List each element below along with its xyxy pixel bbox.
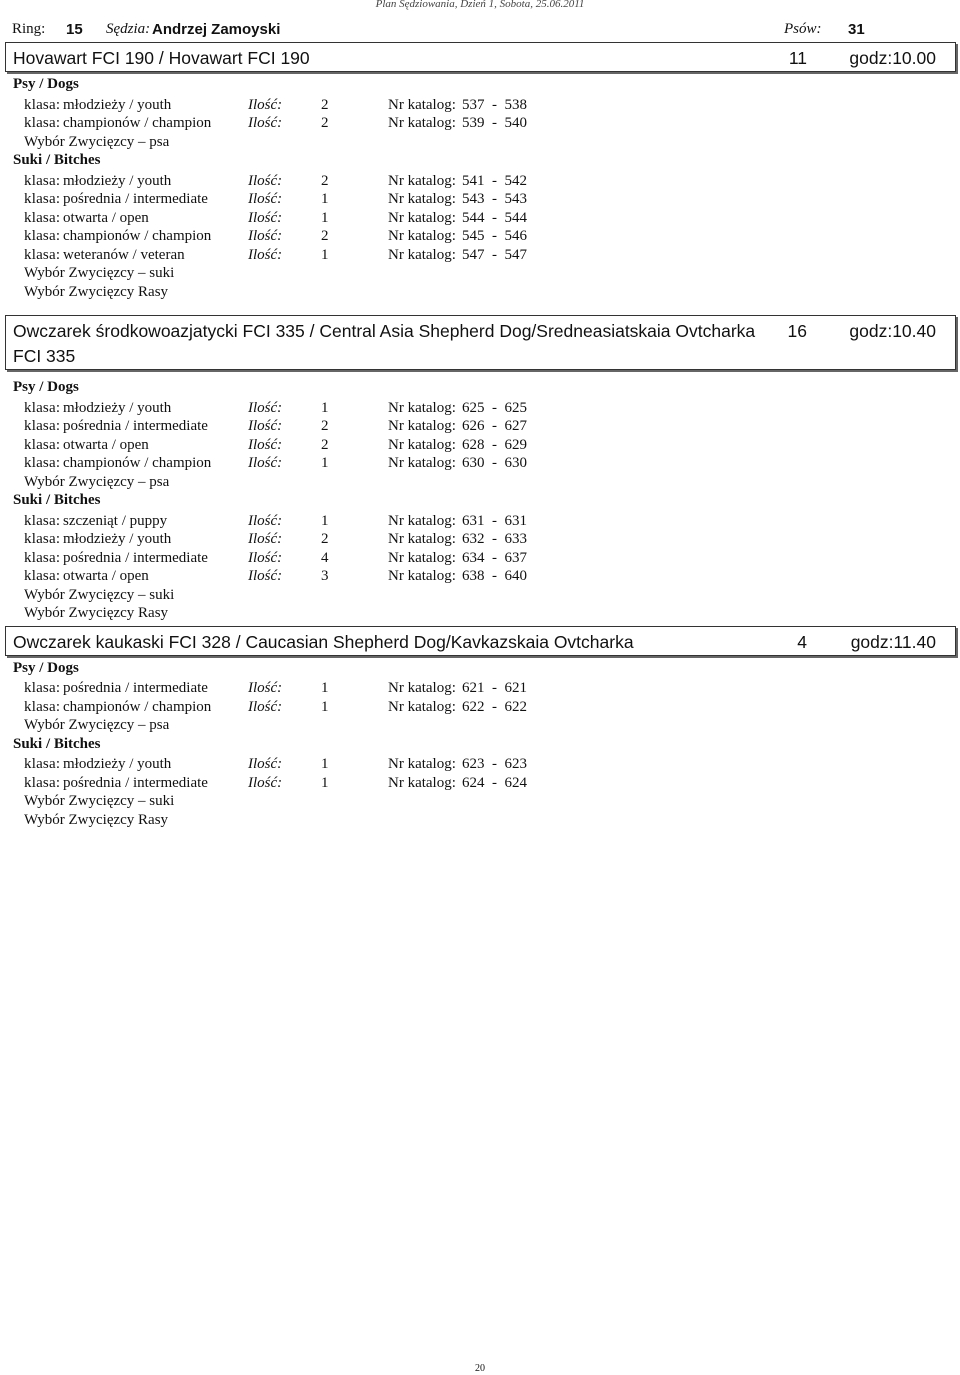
class-name: pośrednia / intermediate: [63, 774, 208, 791]
catalog-label: Nr katalog:: [388, 531, 456, 547]
dogs-count: 31: [848, 21, 865, 38]
klasa-label: klasa:: [24, 531, 61, 547]
class-row: [0, 679, 960, 698]
class-name: championów / champion: [63, 115, 212, 131]
class-name: młodzieży / youth: [63, 172, 172, 189]
ring-label: Ring:: [12, 21, 46, 37]
plan-title: Plan Sędziowania, Dzień 1, Sobota, 25.06.2011: [375, 0, 585, 10]
klasa-label: klasa:: [24, 698, 61, 715]
catalog-range: 626 - 627: [462, 418, 527, 434]
judge-name: Andrzej Zamoyski: [152, 21, 281, 38]
ilosc-label: Ilość:: [248, 568, 283, 584]
class-name: młodzieży / youth: [63, 399, 172, 416]
klasa-label: klasa:: [24, 680, 61, 696]
catalog-label: Nr katalog:: [388, 209, 456, 226]
klasa-label: klasa:: [24, 774, 61, 791]
class-quantity: 1: [321, 399, 329, 416]
klasa-label: klasa:: [24, 191, 61, 207]
class-quantity: 1: [321, 191, 329, 207]
breed-name: Owczarek kaukaski FCI 328 / Caucasian Shepherd Dog/Kavkazskaia Ovtcharka: [13, 631, 634, 652]
ilosc-label: Ilość:: [248, 549, 283, 566]
class-name: championów / champion: [63, 698, 212, 715]
class-row: [0, 436, 960, 455]
klasa-label: klasa:: [24, 436, 61, 453]
ring-number: 15: [66, 21, 83, 38]
winner-selection: Wybór Zwycięzcy – suki: [24, 265, 175, 281]
ilosc-label: Ilość:: [248, 96, 283, 113]
class-row: [0, 755, 960, 774]
breed-dog-count: 11: [788, 48, 807, 68]
catalog-label: Nr katalog:: [388, 568, 456, 584]
catalog-range: 544 - 544: [462, 209, 527, 226]
class-quantity: 1: [321, 246, 329, 263]
ilosc-label: Ilość:: [248, 191, 283, 207]
klasa-label: klasa:: [24, 399, 61, 416]
ilosc-label: Ilość:: [248, 774, 283, 791]
breed-dog-count: 16: [787, 321, 807, 341]
catalog-range: 547 - 547: [462, 246, 527, 263]
class-quantity: 1: [321, 209, 329, 226]
catalog-label: Nr katalog:: [388, 246, 456, 263]
class-row: [0, 209, 960, 228]
klasa-label: klasa:: [24, 549, 61, 566]
class-quantity: 2: [321, 172, 329, 189]
class-row: [0, 246, 960, 265]
ilosc-label: Ilość:: [248, 531, 283, 547]
class-quantity: 2: [321, 418, 329, 434]
ilosc-label: Ilość:: [248, 172, 283, 189]
class-name: pośrednia / intermediate: [63, 680, 208, 696]
catalog-range: 622 - 622: [462, 698, 527, 715]
class-quantity: 1: [321, 455, 329, 471]
catalog-label: Nr katalog:: [388, 115, 456, 131]
judging-plan: [0, 42, 960, 829]
klasa-label: klasa:: [24, 96, 61, 113]
ilosc-label: Ilość:: [248, 209, 283, 226]
catalog-range: 625 - 625: [462, 399, 527, 416]
catalog-label: Nr katalog:: [388, 680, 456, 696]
section-title: Suki / Bitches: [13, 152, 101, 168]
class-quantity: 1: [321, 756, 329, 772]
class-row: [0, 454, 960, 473]
catalog-label: Nr katalog:: [388, 698, 456, 715]
class-row: [0, 114, 960, 133]
class-name: otwarta / open: [63, 568, 149, 584]
klasa-label: klasa:: [24, 512, 61, 529]
class-row: [0, 227, 960, 246]
class-row: [0, 530, 960, 549]
catalog-range: 638 - 640: [462, 568, 527, 584]
class-row: [0, 698, 960, 717]
ilosc-label: Ilość:: [248, 455, 283, 471]
breed-block: [0, 315, 960, 623]
ilosc-label: Ilość:: [248, 228, 283, 244]
class-quantity: 2: [321, 531, 329, 547]
catalog-label: Nr katalog:: [388, 436, 456, 453]
ilosc-label: Ilość:: [248, 698, 283, 715]
class-name: championów / champion: [63, 228, 212, 244]
class-name: młodzieży / youth: [63, 756, 172, 772]
class-row: [0, 417, 960, 436]
section-title: Psy / Dogs: [13, 659, 79, 676]
best-of-breed: Wybór Zwycięzcy Rasy: [24, 283, 169, 300]
catalog-range: 624 - 624: [462, 774, 527, 791]
catalog-range: 545 - 546: [462, 228, 527, 244]
ilosc-label: Ilość:: [248, 436, 283, 453]
catalog-range: 630 - 630: [462, 455, 527, 471]
class-quantity: 2: [321, 228, 329, 244]
klasa-label: klasa:: [24, 209, 61, 226]
catalog-range: 623 - 623: [462, 756, 527, 772]
breed-name: Hovawart FCI 190 / Hovawart FCI 190: [13, 48, 310, 68]
class-row: [0, 190, 960, 209]
best-of-breed: Wybór Zwycięzcy Rasy: [24, 811, 169, 828]
winner-selection: Wybór Zwycięzcy – psa: [24, 717, 170, 733]
klasa-label: klasa:: [24, 756, 61, 772]
class-name: otwarta / open: [63, 436, 149, 453]
class-quantity: 2: [321, 436, 329, 453]
breed-dog-count: 4: [797, 631, 807, 652]
klasa-label: klasa:: [24, 568, 61, 584]
breed-header: [5, 315, 956, 370]
catalog-range: 628 - 629: [462, 436, 527, 453]
ring-header: [12, 21, 932, 43]
catalog-range: 543 - 543: [462, 191, 527, 207]
class-quantity: 1: [321, 698, 329, 715]
breed-name: Owczarek środkowoazjatycki FCI 335 / Central Asia Shepherd Dog/Sredneasiatskaia Ovtcharka FCI 335: [13, 321, 756, 366]
ilosc-label: Ilość:: [248, 246, 283, 263]
breed-time: godz:11.40: [850, 631, 936, 652]
klasa-label: klasa:: [24, 172, 61, 189]
class-quantity: 2: [321, 115, 329, 131]
breed-time: godz:10.40: [849, 321, 936, 341]
catalog-range: 539 - 540: [462, 115, 527, 131]
class-row: [0, 774, 960, 793]
klasa-label: klasa:: [24, 418, 61, 434]
catalog-range: 634 - 637: [462, 549, 527, 566]
class-name: otwarta / open: [63, 209, 149, 226]
catalog-label: Nr katalog:: [388, 191, 456, 207]
breed-header: [5, 626, 956, 656]
catalog-label: Nr katalog:: [388, 418, 456, 434]
catalog-range: 621 - 621: [462, 680, 527, 696]
breed-time: godz:10.00: [849, 48, 936, 68]
class-name: młodzieży / youth: [63, 531, 172, 547]
class-name: championów / champion: [63, 455, 212, 471]
class-quantity: 2: [321, 96, 329, 113]
judge-label: Sędzia:: [106, 21, 151, 37]
section-title: Suki / Bitches: [13, 735, 101, 752]
catalog-label: Nr katalog:: [388, 228, 456, 244]
catalog-range: 632 - 633: [462, 531, 527, 547]
klasa-label: klasa:: [24, 246, 61, 263]
winner-selection: Wybór Zwycięzcy – psa: [24, 133, 170, 150]
catalog-label: Nr katalog:: [388, 549, 456, 566]
catalog-label: Nr katalog:: [388, 96, 456, 113]
class-quantity: 1: [321, 774, 329, 791]
catalog-range: 541 - 542: [462, 172, 527, 189]
class-row: [0, 512, 960, 531]
catalog-label: Nr katalog:: [388, 774, 456, 791]
class-row: [0, 96, 960, 115]
catalog-label: Nr katalog:: [388, 172, 456, 189]
class-name: pośrednia / intermediate: [63, 191, 208, 207]
class-row: [0, 567, 960, 586]
page-number: 20: [475, 1363, 485, 1374]
breed-block: [0, 626, 960, 830]
winner-selection: Wybór Zwycięzcy – psa: [24, 473, 170, 490]
class-name: weteranów / veteran: [63, 246, 185, 263]
class-row: [0, 172, 960, 191]
ilosc-label: Ilość:: [248, 680, 283, 696]
catalog-range: 631 - 631: [462, 512, 527, 529]
class-row: [0, 549, 960, 568]
section-title: Psy / Dogs: [13, 76, 79, 92]
ilosc-label: Ilość:: [248, 399, 283, 416]
class-quantity: 4: [321, 549, 329, 566]
klasa-label: klasa:: [24, 228, 61, 244]
class-name: pośrednia / intermediate: [63, 418, 208, 434]
breed-header: [5, 42, 956, 72]
ilosc-label: Ilość:: [248, 756, 283, 772]
class-quantity: 1: [321, 680, 329, 696]
class-name: pośrednia / intermediate: [63, 549, 208, 566]
winner-selection: Wybór Zwycięzcy – suki: [24, 586, 175, 603]
class-quantity: 3: [321, 568, 329, 584]
class-row: [0, 399, 960, 418]
catalog-label: Nr katalog:: [388, 512, 456, 529]
section-title: Psy / Dogs: [13, 379, 79, 395]
klasa-label: klasa:: [24, 455, 61, 471]
class-name: szczeniąt / puppy: [63, 512, 168, 529]
ilosc-label: Ilość:: [248, 115, 283, 131]
catalog-label: Nr katalog:: [388, 455, 456, 471]
best-of-breed: Wybór Zwycięzcy Rasy: [24, 605, 169, 621]
dogs-label: Psów:: [784, 21, 822, 37]
ilosc-label: Ilość:: [248, 418, 283, 434]
class-name: młodzieży / youth: [63, 96, 172, 113]
ilosc-label: Ilość:: [248, 512, 283, 529]
breed-block: [0, 42, 960, 301]
class-quantity: 1: [321, 512, 329, 529]
winner-selection: Wybór Zwycięzcy – suki: [24, 793, 175, 809]
catalog-range: 537 - 538: [462, 96, 527, 113]
catalog-label: Nr katalog:: [388, 756, 456, 772]
klasa-label: klasa:: [24, 115, 61, 131]
catalog-label: Nr katalog:: [388, 399, 456, 416]
section-title: Suki / Bitches: [13, 492, 101, 508]
